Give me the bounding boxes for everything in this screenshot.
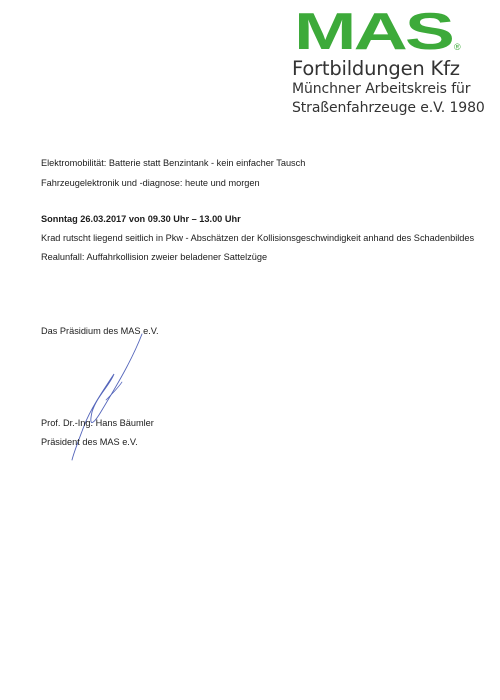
svg-text:®: ® xyxy=(454,42,461,52)
session-item: Krad rutscht liegend seitlich in Pkw - Abschätzen der Kollisionsgeschwindigkeit anhand des Schadenbildes xyxy=(41,233,475,243)
svg-text:MAS: MAS xyxy=(294,8,453,54)
org-subtitle-line-1: Münchner Arbeitskreis für xyxy=(292,81,471,97)
org-subtitle-line-2: Straßenfahrzeuge e.V. 1980 xyxy=(292,100,485,116)
session-item: Realunfall: Auffahrkollision zweier beladener Sattelzüge xyxy=(41,252,268,262)
org-title: Fortbildungen Kfz xyxy=(292,57,460,80)
topic-line: Elektromobilität: Batterie statt Benzintank - kein einfacher Tausch xyxy=(41,158,306,168)
topic-line: Fahrzeugelektronik und -diagnose: heute und morgen xyxy=(41,178,260,188)
organization-block xyxy=(292,58,492,118)
signer-role: Präsident des MAS e.V. xyxy=(41,437,138,447)
closing-salutation: Das Präsidium des MAS e.V. xyxy=(41,326,159,336)
signer-name: Prof. Dr.-Ing. Hans Bäumler xyxy=(41,418,154,428)
session-heading: Sonntag 26.03.2017 von 09.30 Uhr – 13.00 Uhr xyxy=(41,214,241,224)
mas-logo xyxy=(294,8,466,54)
